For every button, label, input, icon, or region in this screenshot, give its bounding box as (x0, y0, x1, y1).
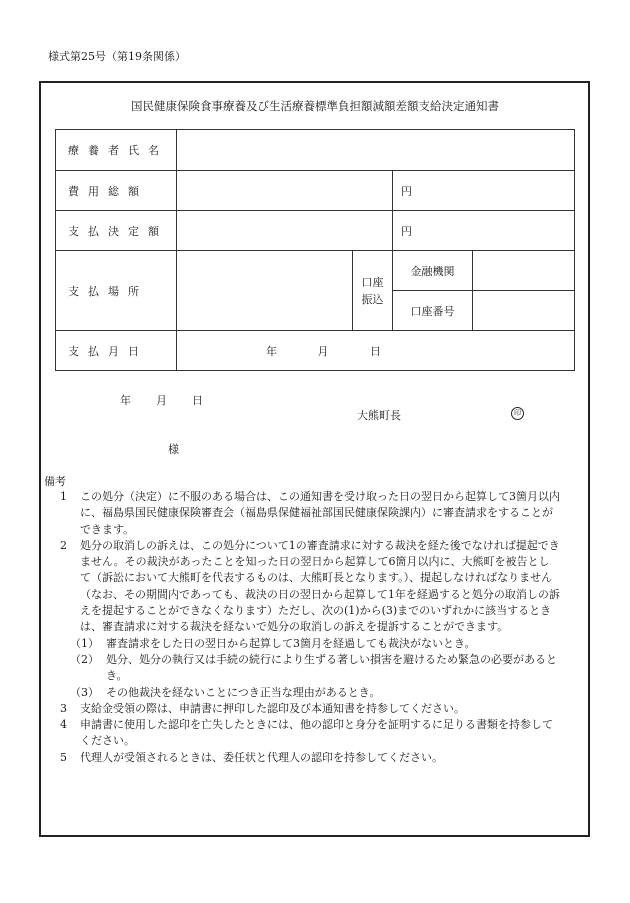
remark-text: 処分の取消しの訴えは、この処分について1の審査請求に対する裁決を経た後でなければ提起できません。その裁決があったことを知った日の翌日から起算して6箇月以内に、大熊町を被告として（訴訟において大熊町を代表するものは、大熊町長となります。）、提起しなければなりません（なお、その期間内であっても、裁決の日の翌日から起算して1年を経過すると処分の取消しの訴えを提起することができなくなります）ただし、次の(1)から(3)までのいずれかに該当するときは、審査請求に対する裁決を経ないで処分の取消しの訴えを提訴することができます。 (80, 538, 560, 634)
remark-number: 2 (60, 538, 67, 552)
table-row (56, 251, 575, 291)
total-cost-yen: 円 (393, 171, 575, 211)
bank-name-value (473, 251, 575, 291)
remark-sub-text: その他裁決を経ないことにつき正当な理由があるとき。 (106, 685, 381, 699)
remarks-list (60, 489, 560, 766)
table-row (56, 130, 575, 171)
account-number-value (473, 291, 575, 331)
payment-date-year: 年 (266, 344, 277, 358)
remark-sub-number: （1） (70, 636, 99, 650)
form-number-label: 様式第25号（第19条関係） (48, 50, 186, 63)
remark-text: この処分（決定）に不服のある場合は、この通知書を受け取った日の翌日から起算して3箇月以内に、福島県国民健康保険審査会（福島県保健福祉部国民健康保険課内）に審査請求をすることができます。 (80, 490, 560, 536)
issuer-mayor: 大熊町長 (357, 409, 401, 422)
remark-number: 4 (60, 718, 67, 732)
document-title: 国民健康保険食事療養及び生活療養標準負担額減額差額支給決定通知書 (131, 99, 499, 113)
recipient-suffix: 様 (168, 443, 179, 456)
table-row (56, 331, 575, 371)
remark-number: 3 (60, 701, 67, 715)
payment-date-label: 支払月日 (56, 331, 177, 371)
remark-number: 1 (60, 490, 67, 503)
remark-sub-text: 審査請求をした日の翌日から起算して3箇月を経過しても裁決がないとき。 (106, 636, 476, 650)
remark-item (60, 701, 560, 717)
patient-name-value (177, 130, 575, 171)
payment-decision-table (55, 129, 575, 371)
remark-sub-number: （2） (70, 652, 99, 666)
remark-item (60, 489, 560, 538)
seal-mark: 印 (511, 407, 524, 420)
bank-transfer-label (353, 251, 393, 331)
bank-transfer-label-line2: 振込 (361, 292, 384, 306)
payment-date-day: 日 (370, 344, 381, 358)
remark-text: 申請書に使用した認印を亡失したときには、他の認印と身分を証明するに足りる書類を持参してください。 (80, 718, 553, 748)
remark-item (60, 717, 560, 750)
remark-number: 5 (60, 750, 67, 764)
decided-amount-label: 支払決定額 (56, 211, 177, 251)
remark-sub-item (60, 685, 560, 701)
remark-sub-text: 処分、処分の執行又は手続の続行により生ずる著しい損害を避けるため緊急の必要があるとき。 (106, 652, 557, 683)
account-number-label: 口座番号 (393, 291, 473, 331)
bank-transfer-label-line1: 口座 (361, 275, 384, 289)
remarks-title: 備考 (44, 475, 66, 488)
bank-name-label: 金融機関 (393, 251, 473, 291)
issue-date (0, 392, 630, 412)
payment-date-value (177, 331, 575, 371)
remark-item (60, 538, 560, 636)
remark-sub-number: （3） (70, 685, 99, 699)
decided-amount-value (177, 211, 393, 251)
payment-place-value (177, 251, 353, 331)
table-row (56, 211, 575, 251)
remark-text: 支給金受領の際は、申請書に押印した認印及び本通知書を持参してください。 (80, 701, 465, 715)
decided-amount-yen: 円 (393, 211, 575, 251)
issue-month: 月 (156, 394, 167, 407)
total-cost-label: 費用総額 (56, 171, 177, 211)
remark-sub-item (60, 652, 560, 685)
payment-date-month: 月 (317, 344, 329, 358)
table-row (56, 171, 575, 211)
issue-year: 年 (120, 394, 131, 407)
remark-item (60, 750, 560, 766)
remark-sub-item (60, 636, 560, 652)
patient-name-label: 療養者氏名 (56, 130, 177, 171)
payment-place-label: 支払場所 (56, 251, 177, 331)
remark-text: 代理人が受領されるときは、委任状と代理人の認印を持参してください。 (80, 750, 443, 764)
issue-day: 日 (192, 394, 203, 407)
total-cost-value (177, 171, 393, 211)
